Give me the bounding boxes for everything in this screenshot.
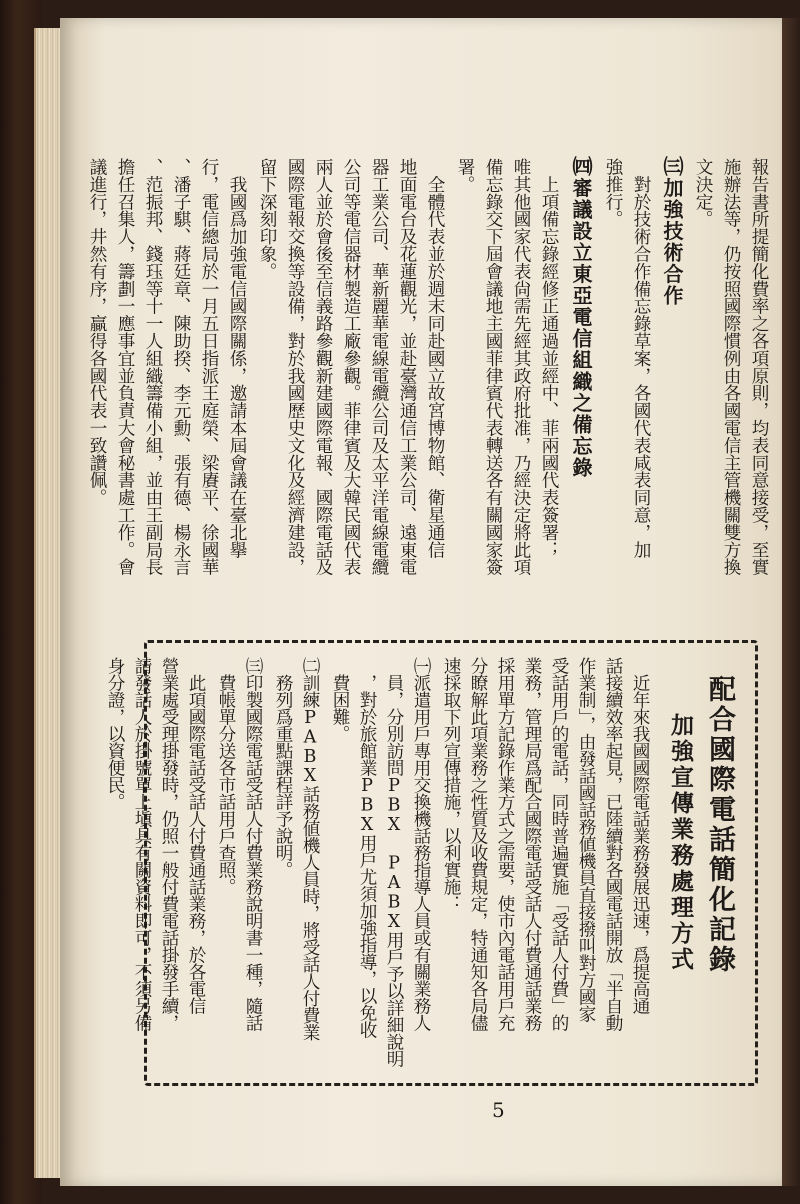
- notice-item2-line-2: 務列爲重點課程詳予說明。: [273, 657, 293, 878]
- tour-line-6: 國際電報交換等設備，對於我國歷史文化及經濟建設，: [285, 158, 305, 576]
- tour-line-3: 器工業公司、華新麗華電線電纜公司及太平洋電線電纜: [369, 158, 389, 576]
- staff-line-2: 行，電信總局於一月五日指派王庭榮、梁賡平、徐國華: [199, 158, 219, 576]
- notice-intro-7: 分瞭解此項業務之性質及收費規定，特通知各局儘: [468, 657, 488, 1031]
- section4-line-2: 唯其他國家代表尙需先經其政府批准，乃經決定將此項: [511, 158, 531, 576]
- notice-intro-3: 作業制」，由發話國話務値機員直接撥叫對方國家: [576, 657, 596, 1023]
- section3-line-2: 強推行。: [603, 158, 623, 228]
- staff-line-1: 我國爲加強電信國際關係，邀請本屆會議在臺北擧: [227, 158, 247, 559]
- notice-intro-2: 話接續效率起見，已陸續對各國電話開放「半自動: [603, 657, 623, 1031]
- notice-box: [105, 640, 758, 1086]
- notice-item1-line-2: 員，分別訪問PBX PABX用戶予以詳細說明: [384, 657, 404, 1068]
- tour-line-2: 地面電台及花蓮觀光，並赴臺灣通信工業公司、遠東電: [397, 158, 417, 576]
- notice-item3-line-2: 費帳單分送各市話用戶查照。: [216, 657, 236, 895]
- notice-intro-1: 近年來我國國際電話業務發展迅速，爲提高通: [630, 657, 650, 1014]
- notice-intro-6: 採用單方記錄作業方式之需要，使市內電話用戶充: [495, 657, 515, 1031]
- notice-closing-1: 此項國際電話受話人付費通話業務，於各電信: [186, 657, 206, 1014]
- notice-subtitle: 加強宣傳業務處理方式: [667, 713, 694, 973]
- notice-intro-8: 速採取下列宣傳措施，以利實施：: [441, 657, 461, 912]
- notice-item3-line-1: ㈢印製國際電話受話人付費業務說明書一種，隨話: [243, 657, 263, 1031]
- tour-line-1: 全體代表並於週末同赴國立故宮博物館、衛星通信: [425, 158, 445, 559]
- section3-line-1: 對於技術合作備忘錄草案，各國代表咸表同意，加: [631, 158, 651, 559]
- section3-heading: ㈢加強技術合作: [660, 156, 684, 307]
- page-shadow: [782, 18, 800, 1186]
- section4-line-4: 署。: [455, 158, 475, 193]
- tour-line-5: 兩人並於會後至信義路參觀新建國際電報、國際電話及: [313, 158, 333, 576]
- tour-line-7: 留下深刻印象。: [257, 158, 277, 280]
- notice-closing-4: 身分證，以資便民。: [105, 657, 125, 810]
- notice-item1-line-1: ㈠派遣用戶專用交換機話務指導人員或有關業務人: [411, 657, 431, 1031]
- notice-closing-2: 營業處受理掛發時，仍照一般付費電話掛發手續，: [159, 657, 179, 1031]
- notice-title: 配合國際電話簡化記錄: [704, 675, 735, 975]
- staff-line-5: 擔任召集人，籌劃一應事宜並負責大會秘書處工作。會: [115, 158, 135, 576]
- intro-line-3: 文決定。: [693, 158, 713, 228]
- tour-line-4: 公司等電信器材製造工廠參觀。菲律賓及大韓民國代表: [341, 158, 361, 576]
- intro-line-2: 施辦法等，仍按照國際慣例由各國電信主管機關雙方換: [721, 158, 741, 576]
- staff-line-6: 議進行，井然有序，贏得各國代表一致讚佩。: [87, 158, 107, 506]
- notice-intro-4: 受話用戶的電話，同時普遍實施「受話人付費」的: [549, 657, 569, 1031]
- section4-heading: ㈣審議設立東亞電信組織之備忘錄: [569, 156, 593, 479]
- notice-item1-line-3: ，對於旅館業PBX用戶尤須加強指導，以免收: [357, 657, 377, 1039]
- staff-line-3: 、潘子騏、蔣廷章、陳助揆、李元勳、張有德、楊永言: [171, 158, 191, 576]
- notice-intro-5: 業務，管理局爲配合國際電話受話人付費通話業務: [522, 657, 542, 1031]
- section4-line-1: 上項備忘錄經修正通過並經中、菲兩國代表簽署；: [539, 158, 559, 559]
- section4-line-3: 備忘錄交下屆會議地主國菲律賓代表轉送各有關國家簽: [483, 158, 503, 576]
- page-number: 5: [492, 1098, 505, 1122]
- intro-line-1: 報告書所提簡化費率之各項原則，均表同意接受，至實: [749, 158, 769, 576]
- staff-line-4: 、范振邦、錢珏等十一人組織籌備小組，並由王副局長: [143, 158, 163, 576]
- notice-item2-line-1: ㈡訓練PABX話務値機人員時，將受話人付費業: [300, 657, 320, 1041]
- notice-item1-line-4: 費困難。: [330, 657, 350, 742]
- notice-closing-3: 請發話人於掛號單上塡具有關資料即可，不須另備: [132, 657, 152, 1031]
